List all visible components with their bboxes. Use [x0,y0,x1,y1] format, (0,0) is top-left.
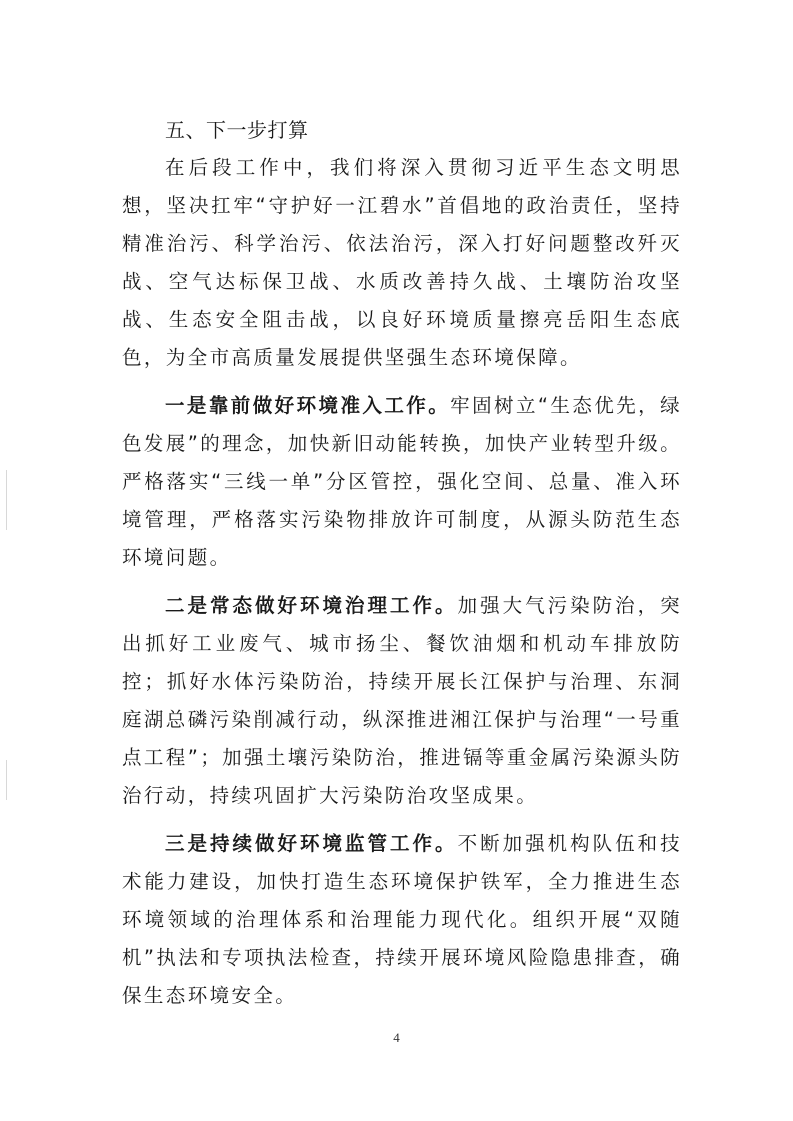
item-paragraph [122,387,682,577]
item-lead: 三是持续做好环境监管工作。 [165,832,458,855]
scan-edge-mark [6,470,7,530]
item-body: 加强大气污染防治，突出抓好工业废气、城市扬尘、餐饮油烟和机动车排放防控；抓好水体污染防治，持续开展长江保护与治理、东洞庭湖总磷污染削减行动，纵深推进湘江保护与治理“一号重点工程”；加强土壤污染防治，推进镉等重金属污染源头防治行动，持续巩固扩大污染防治攻坚成果。 [122,594,683,807]
page-number: 4 [393,1030,400,1045]
item-lead: 一是靠前做好环境准入工作。 [165,394,451,417]
item-paragraph [122,587,682,815]
scan-edge-mark [6,760,7,800]
item-body: 牢固树立“生态优先，绿色发展”的理念，加快新旧动能转换，加快产业转型升级。严格落实“三线一单”分区管控，强化空间、总量、准入环境管理，严格落实污染物排放许可制度，从源头防范生态环境问题。 [122,394,683,569]
document-body [122,112,682,1025]
section-heading: 五、下一步打算 [165,118,309,142]
item-lead: 二是常态做好环境治理工作。 [165,594,458,617]
intro-paragraph: 在后段工作中，我们将深入贯彻习近平生态文明思想，坚决扛牢“守护好一江碧水”首倡地的政治责任，坚持精准治污、科学治污、依法治污，深入打好问题整改歼灭战、空气达标保卫战、水质改善持久战、土壤防治攻坚战、生态安全阻击战，以良好环境质量擦亮岳阳生态底色，为全市高质量发展提供坚强生态环境保障。 [122,156,682,369]
item-body: 不断加强机构队伍和技术能力建设，加快打造生态环境保护铁军，全力推进生态环境领域的治理体系和治理能力现代化。组织开展“双随机”执法和专项执法检查，持续开展环境风险隐患排查，确保生态环境安全。 [122,832,683,1007]
item-paragraph [122,825,682,1015]
